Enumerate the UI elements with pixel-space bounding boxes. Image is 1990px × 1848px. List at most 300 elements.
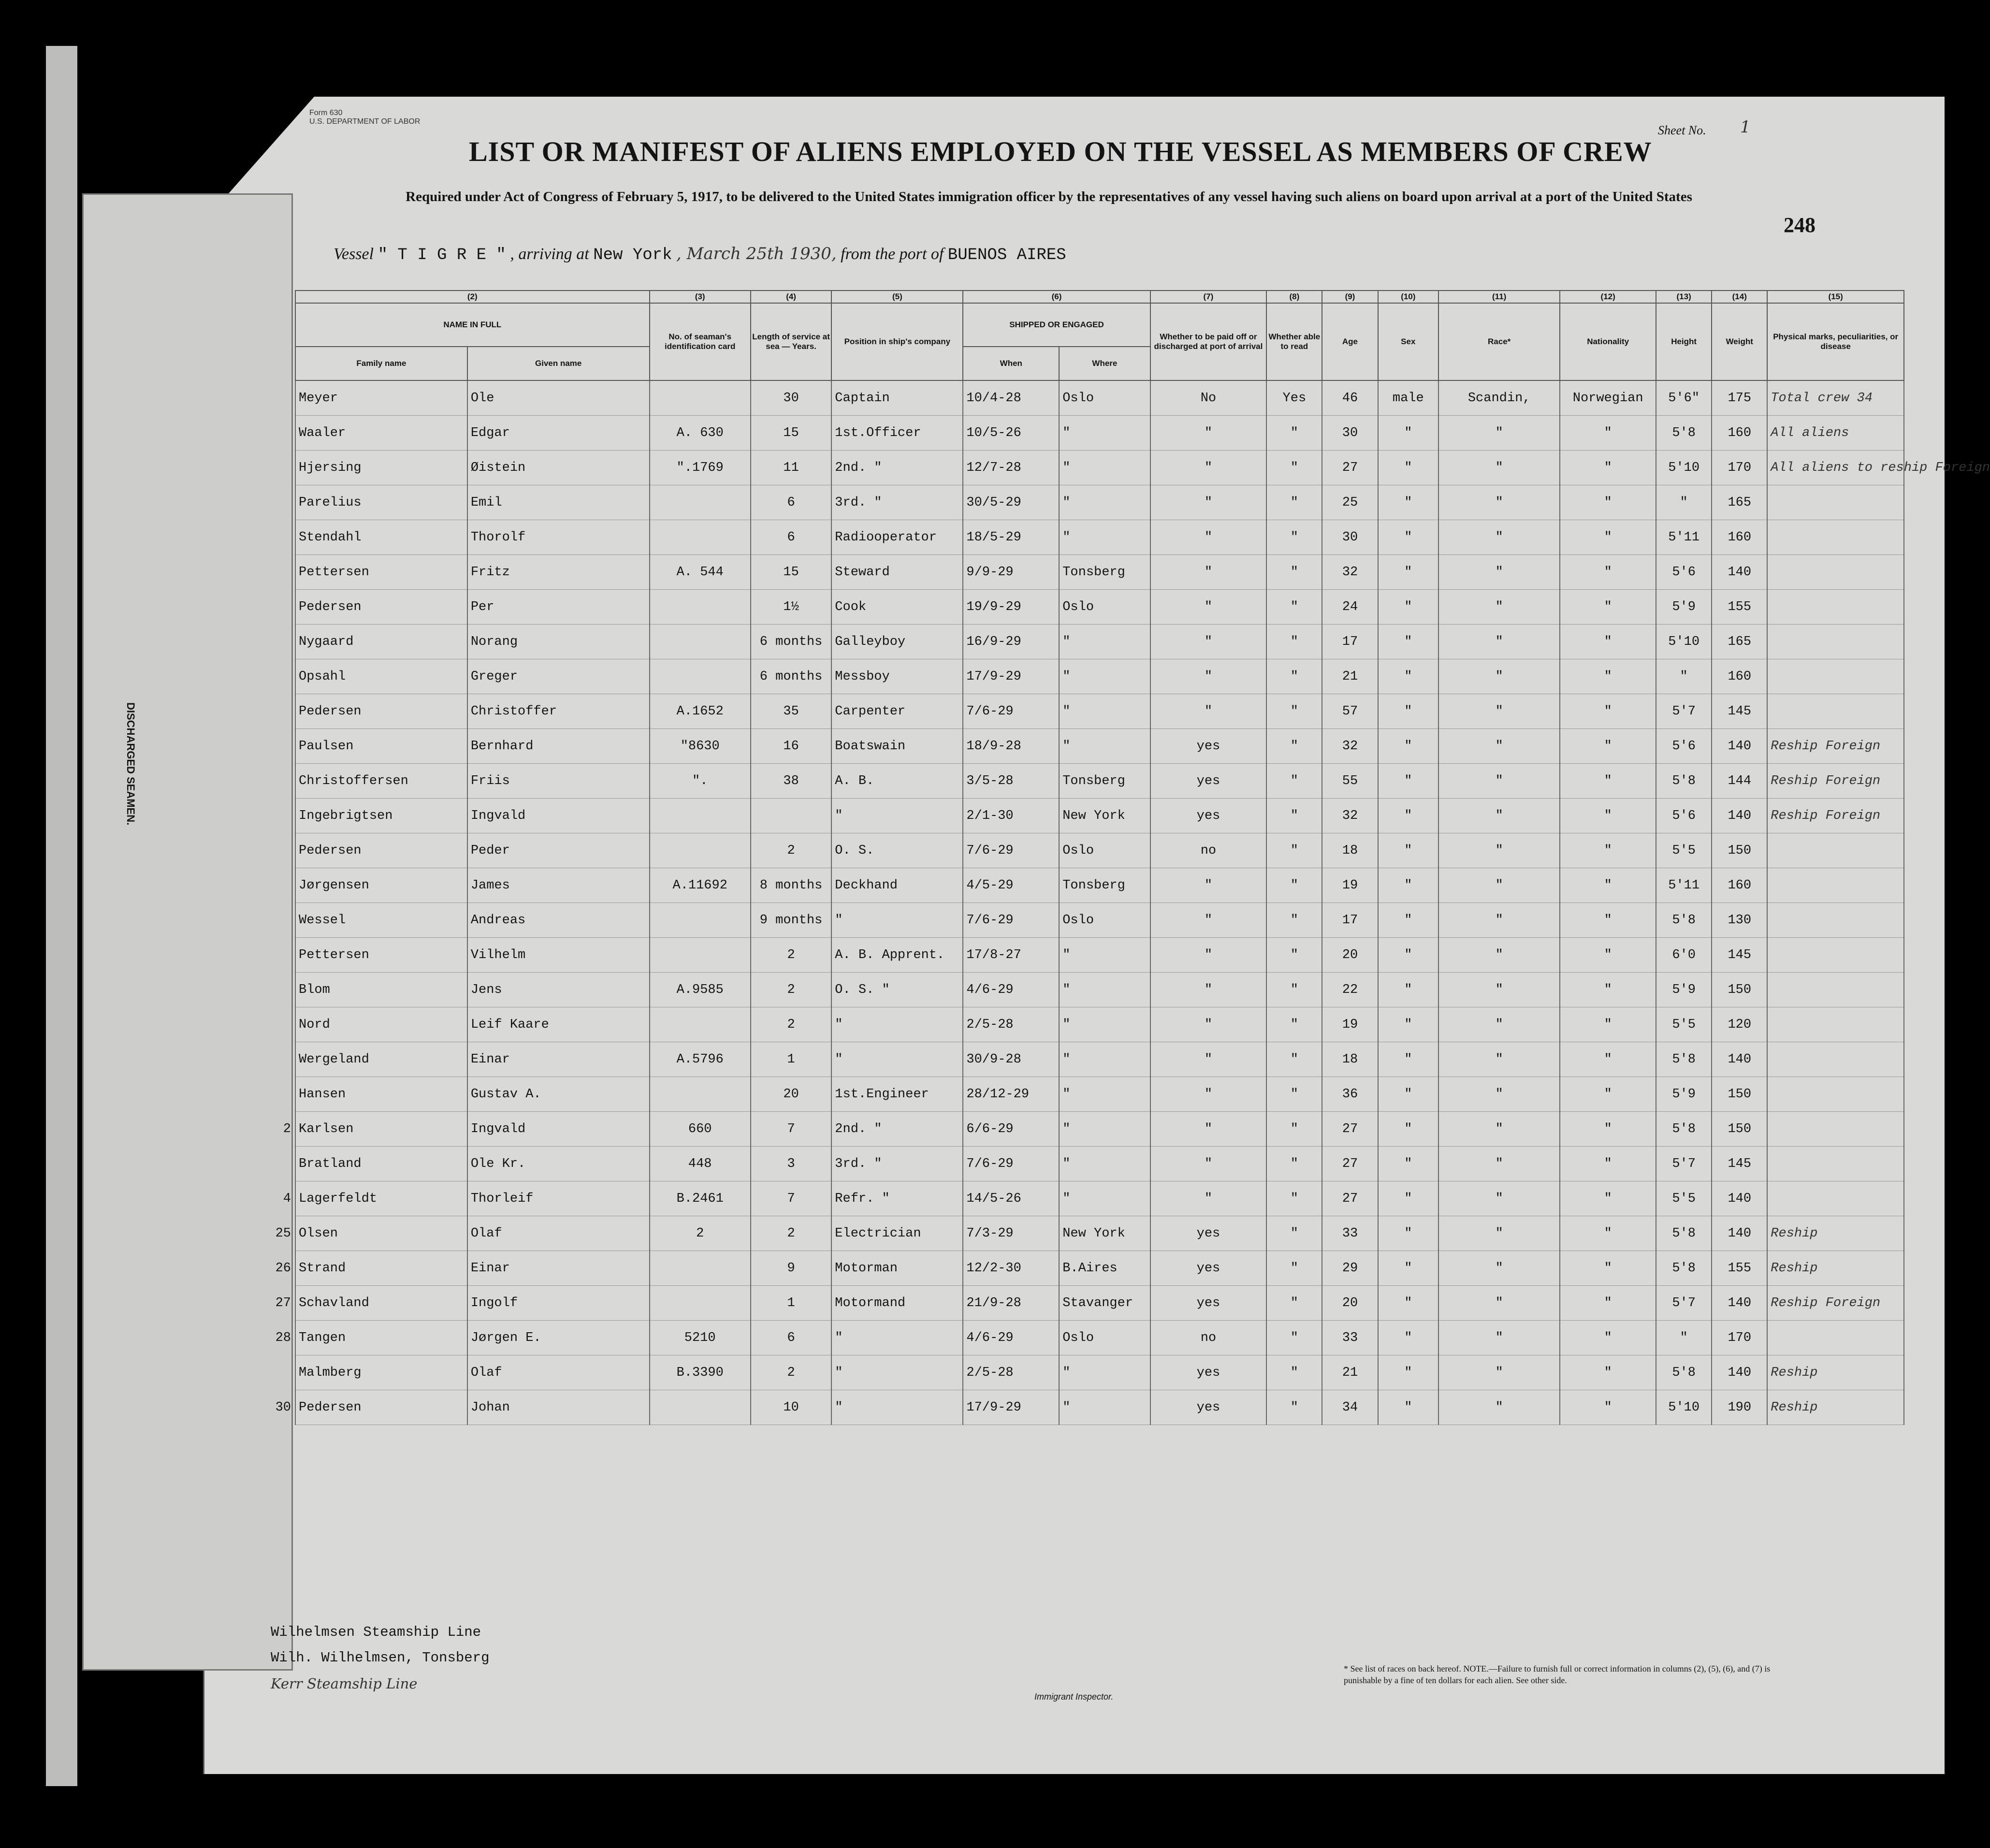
id-card-cell: ".1769	[650, 451, 751, 485]
footnote: * See list of races on back hereof. NOTE.—Failure to furnish full or correct information in columns (2), (5), (6), and (7) is punishable by a fine of ten dollars for each alien. See other side.	[1344, 1664, 1771, 1685]
able-read-cell: "	[1266, 1077, 1322, 1112]
position-cell: 2nd. "	[831, 1112, 963, 1147]
weight-cell: 150	[1712, 1112, 1767, 1147]
paid-off-cell: yes	[1150, 1286, 1267, 1321]
id-card-cell	[650, 1390, 751, 1425]
nationality-cell: "	[1560, 833, 1656, 868]
table-row	[295, 1286, 1904, 1321]
able-read-cell: "	[1266, 1112, 1322, 1147]
shipped-when-cell: 3/5-28	[963, 764, 1059, 799]
nationality-cell: "	[1560, 729, 1656, 764]
table-row	[295, 1251, 1904, 1286]
row-number: 26	[275, 1261, 291, 1276]
shipped-where-cell: Oslo	[1059, 833, 1150, 868]
nationality-cell: "	[1560, 694, 1656, 729]
sex-cell: "	[1378, 1077, 1439, 1112]
position-cell: "	[831, 903, 963, 938]
service-years-cell: 6 months	[751, 625, 831, 659]
position-cell: A. B. Apprent.	[831, 938, 963, 973]
sheet-number: 1	[1740, 117, 1751, 137]
family-name-cell: Pettersen	[295, 555, 467, 590]
marks-cell	[1767, 1042, 1904, 1077]
sex-cell: "	[1378, 1007, 1439, 1042]
paid-off-cell: "	[1150, 1147, 1267, 1181]
shipped-when-cell: 16/9-29	[963, 625, 1059, 659]
sex-cell: "	[1378, 973, 1439, 1007]
shipped-where-cell: "	[1059, 451, 1150, 485]
paid-off-cell: yes	[1150, 764, 1267, 799]
id-card-cell: A.5796	[650, 1042, 751, 1077]
able-read-cell: "	[1266, 625, 1322, 659]
position-cell: Deckhand	[831, 868, 963, 903]
arrival-date: , March 25th 1930,	[676, 244, 837, 263]
race-cell: "	[1438, 1286, 1560, 1321]
table-row	[295, 659, 1904, 694]
marks-cell: Reship	[1767, 1216, 1904, 1251]
table-row	[295, 1216, 1904, 1251]
weight-cell: 145	[1712, 938, 1767, 973]
able-read-cell: "	[1266, 590, 1322, 625]
race-cell: "	[1438, 1147, 1560, 1181]
family-name-cell: Wessel	[295, 903, 467, 938]
weight-cell: 140	[1712, 555, 1767, 590]
marks-cell	[1767, 555, 1904, 590]
nationality-cell: "	[1560, 1181, 1656, 1216]
service-years-cell: 15	[751, 555, 831, 590]
nationality-cell: "	[1560, 1286, 1656, 1321]
position-cell: "	[831, 1007, 963, 1042]
able-read-cell: "	[1266, 1286, 1322, 1321]
height-cell: 5'10	[1656, 451, 1712, 485]
able-read-cell: "	[1266, 1216, 1322, 1251]
given-name-cell: Thorleif	[467, 1181, 650, 1216]
shipped-where-cell: "	[1059, 1181, 1150, 1216]
paid-off-cell: yes	[1150, 729, 1267, 764]
family-name-cell: 30 Pedersen	[295, 1390, 467, 1425]
service-years-cell: 6	[751, 485, 831, 520]
weight-cell: 140	[1712, 1355, 1767, 1390]
vessel-name: " T I G R E "	[378, 246, 506, 264]
weight-cell: 160	[1712, 868, 1767, 903]
race-cell: "	[1438, 903, 1560, 938]
family-name-cell: Parelius	[295, 485, 467, 520]
sex-cell: "	[1378, 799, 1439, 833]
id-card-cell	[650, 625, 751, 659]
age-cell: 34	[1322, 1390, 1378, 1425]
paid-off-cell: "	[1150, 903, 1267, 938]
given-name-cell: James	[467, 868, 650, 903]
marks-cell	[1767, 590, 1904, 625]
shipped-when-cell: 7/3-29	[963, 1216, 1059, 1251]
table-row	[295, 729, 1904, 764]
nationality-cell: "	[1560, 1355, 1656, 1390]
shipped-where-cell: "	[1059, 1007, 1150, 1042]
id-card-cell	[650, 938, 751, 973]
given-name-cell: Einar	[467, 1251, 650, 1286]
shipped-when-cell: 4/6-29	[963, 1321, 1059, 1355]
given-name-cell: Øistein	[467, 451, 650, 485]
service-years-cell	[751, 799, 831, 833]
weight-cell: 145	[1712, 694, 1767, 729]
height-cell: 5'5	[1656, 833, 1712, 868]
weight-cell: 170	[1712, 1321, 1767, 1355]
position-cell: 1st.Engineer	[831, 1077, 963, 1112]
nationality-cell: "	[1560, 764, 1656, 799]
weight-cell: 140	[1712, 1216, 1767, 1251]
column-numbers-row: (2) (3) (4) (5) (6) (7) (8) (9) (10) (11) (12) (13) (14) (15)	[295, 291, 1904, 303]
race-cell: "	[1438, 764, 1560, 799]
family-name-cell: Hjersing	[295, 451, 467, 485]
position-cell: Steward	[831, 555, 963, 590]
sex-cell: "	[1378, 729, 1439, 764]
id-card-cell: B.2461	[650, 1181, 751, 1216]
sex-cell: "	[1378, 520, 1439, 555]
race-cell: "	[1438, 1042, 1560, 1077]
height-cell: "	[1656, 659, 1712, 694]
id-card-cell: "8630	[650, 729, 751, 764]
id-card-cell: 660	[650, 1112, 751, 1147]
given-name-cell: Gustav A.	[467, 1077, 650, 1112]
able-read-cell: "	[1266, 973, 1322, 1007]
table-row	[295, 1042, 1904, 1077]
family-name-cell: Jørgensen	[295, 868, 467, 903]
paid-off-cell: "	[1150, 938, 1267, 973]
shipped-where-cell: "	[1059, 938, 1150, 973]
age-cell: 24	[1322, 590, 1378, 625]
position-cell: "	[831, 1390, 963, 1425]
nationality-cell: "	[1560, 1042, 1656, 1077]
given-name-cell: Bernhard	[467, 729, 650, 764]
height-cell: 5'7	[1656, 694, 1712, 729]
height-cell: 5'10	[1656, 1390, 1712, 1425]
position-cell: Refr. "	[831, 1181, 963, 1216]
table-row	[295, 555, 1904, 590]
family-name-cell: Pedersen	[295, 590, 467, 625]
position-cell: 3rd. "	[831, 1147, 963, 1181]
position-cell: "	[831, 799, 963, 833]
height-cell: 5'9	[1656, 1077, 1712, 1112]
service-years-cell: 2	[751, 1007, 831, 1042]
shipped-where-cell: Tonsberg	[1059, 764, 1150, 799]
service-years-cell: 30	[751, 380, 831, 416]
service-years-cell: 10	[751, 1390, 831, 1425]
shipped-where-cell: Stavanger	[1059, 1286, 1150, 1321]
shipped-when-cell: 10/4-28	[963, 380, 1059, 416]
row-number: 27	[275, 1295, 291, 1310]
height-cell: 5'8	[1656, 1251, 1712, 1286]
height-cell: 5'6	[1656, 729, 1712, 764]
footer	[271, 1624, 489, 1692]
weight-cell: 140	[1712, 1286, 1767, 1321]
row-number: 2	[283, 1121, 291, 1136]
race-cell: "	[1438, 590, 1560, 625]
table-row	[295, 451, 1904, 485]
height-cell: 5'6"	[1656, 380, 1712, 416]
weight-cell: 175	[1712, 380, 1767, 416]
age-cell: 33	[1322, 1216, 1378, 1251]
position-cell: "	[831, 1042, 963, 1077]
paid-off-cell: "	[1150, 416, 1267, 451]
paid-off-cell: "	[1150, 590, 1267, 625]
sex-cell: "	[1378, 1390, 1439, 1425]
discharged-seamen-stub	[82, 193, 293, 1671]
able-read-cell: "	[1266, 1251, 1322, 1286]
paid-off-cell: "	[1150, 555, 1267, 590]
height-cell: 5'8	[1656, 416, 1712, 451]
sex-cell: male	[1378, 380, 1439, 416]
race-cell: "	[1438, 1216, 1560, 1251]
family-name-cell: 28 Tangen	[295, 1321, 467, 1355]
service-years-cell: 1½	[751, 590, 831, 625]
marks-cell: Reship Foreign	[1767, 799, 1904, 833]
marks-cell	[1767, 973, 1904, 1007]
position-cell: Messboy	[831, 659, 963, 694]
weight-cell: 145	[1712, 1147, 1767, 1181]
table-row	[295, 1390, 1904, 1425]
table-row	[295, 833, 1904, 868]
owners: Wilh. Wilhelmsen, Tonsberg	[271, 1650, 490, 1666]
arrival-port: New York	[593, 246, 672, 264]
shipped-when-cell: 7/6-29	[963, 833, 1059, 868]
id-card-cell: A.1652	[650, 694, 751, 729]
paid-off-cell: No	[1150, 380, 1267, 416]
position-cell: Motorman	[831, 1251, 963, 1286]
family-name-cell: Meyer	[295, 380, 467, 416]
service-years-cell: 11	[751, 451, 831, 485]
family-name-cell: Bratland	[295, 1147, 467, 1181]
table-row	[295, 1077, 1904, 1112]
age-cell: 36	[1322, 1077, 1378, 1112]
able-read-cell: "	[1266, 833, 1322, 868]
nationality-cell: "	[1560, 868, 1656, 903]
paid-off-cell: yes	[1150, 1216, 1267, 1251]
position-cell: Boatswain	[831, 729, 963, 764]
form-number: Form 630 U.S. DEPARTMENT OF LABOR	[309, 109, 421, 126]
weight-cell: 190	[1712, 1390, 1767, 1425]
sex-cell: "	[1378, 1355, 1439, 1390]
race-cell: "	[1438, 416, 1560, 451]
sex-cell: "	[1378, 590, 1439, 625]
nationality-cell: "	[1560, 451, 1656, 485]
nationality-cell: "	[1560, 520, 1656, 555]
age-cell: 27	[1322, 1181, 1378, 1216]
height-cell: 5'8	[1656, 764, 1712, 799]
sex-cell: "	[1378, 625, 1439, 659]
marks-cell	[1767, 1077, 1904, 1112]
able-read-cell: "	[1266, 1042, 1322, 1077]
able-read-cell: "	[1266, 416, 1322, 451]
marks-cell	[1767, 1112, 1904, 1147]
service-years-cell: 8 months	[751, 868, 831, 903]
given-name-cell: Peder	[467, 833, 650, 868]
nationality-cell: Norwegian	[1560, 380, 1656, 416]
shipped-when-cell: 21/9-28	[963, 1286, 1059, 1321]
family-name-cell: 25 Olsen	[295, 1216, 467, 1251]
id-card-cell	[650, 590, 751, 625]
sex-cell: "	[1378, 1042, 1439, 1077]
shipped-when-cell: 28/12-29	[963, 1077, 1059, 1112]
family-name-cell: Paulsen	[295, 729, 467, 764]
family-name-cell: Ingebrigtsen	[295, 799, 467, 833]
race-cell: "	[1438, 520, 1560, 555]
height-cell: 5'6	[1656, 799, 1712, 833]
height-cell: 5'8	[1656, 903, 1712, 938]
race-cell: "	[1438, 625, 1560, 659]
nationality-cell: "	[1560, 659, 1656, 694]
family-name-cell: Waaler	[295, 416, 467, 451]
given-name-cell: Ingolf	[467, 1286, 650, 1321]
paid-off-cell: "	[1150, 625, 1267, 659]
paid-off-cell: "	[1150, 973, 1267, 1007]
marks-cell	[1767, 903, 1904, 938]
nationality-cell: "	[1560, 1216, 1656, 1251]
row-number: 25	[275, 1226, 291, 1241]
marks-cell: Reship	[1767, 1355, 1904, 1390]
age-cell: 21	[1322, 1355, 1378, 1390]
weight-cell: 140	[1712, 1181, 1767, 1216]
height-cell: "	[1656, 1321, 1712, 1355]
height-cell: "	[1656, 485, 1712, 520]
able-read-cell: "	[1266, 555, 1322, 590]
id-card-cell: B.3390	[650, 1355, 751, 1390]
able-read-cell: "	[1266, 451, 1322, 485]
age-cell: 46	[1322, 380, 1378, 416]
nationality-cell: "	[1560, 1112, 1656, 1147]
height-cell: 5'7	[1656, 1286, 1712, 1321]
shipped-when-cell: 10/5-26	[963, 416, 1059, 451]
id-card-cell	[650, 833, 751, 868]
family-name-cell: Christoffersen	[295, 764, 467, 799]
weight-cell: 170	[1712, 451, 1767, 485]
weight-cell: 150	[1712, 1077, 1767, 1112]
given-name-cell: Ingvald	[467, 1112, 650, 1147]
shipped-where-cell: Tonsberg	[1059, 555, 1150, 590]
sheet-label: Sheet No.	[1658, 123, 1706, 137]
shipped-where-cell: "	[1059, 625, 1150, 659]
paid-off-cell: "	[1150, 1077, 1267, 1112]
given-name-cell: Christoffer	[467, 694, 650, 729]
age-cell: 19	[1322, 1007, 1378, 1042]
id-card-cell: A.11692	[650, 868, 751, 903]
sex-cell: "	[1378, 833, 1439, 868]
height-cell: 5'10	[1656, 625, 1712, 659]
position-cell: Captain	[831, 380, 963, 416]
shipped-when-cell: 30/9-28	[963, 1042, 1059, 1077]
id-card-cell: ".	[650, 764, 751, 799]
id-card-cell: A. 630	[650, 416, 751, 451]
age-cell: 29	[1322, 1251, 1378, 1286]
age-cell: 32	[1322, 729, 1378, 764]
table-row	[295, 625, 1904, 659]
row-number: 28	[275, 1330, 291, 1345]
age-cell: 17	[1322, 903, 1378, 938]
race-cell: "	[1438, 868, 1560, 903]
header-row: NAME IN FULL No. of seaman's identification card Length of service at sea — Years. Position in ship's company SHIPPED OR ENGAGED Whether to be paid off or discharged at port of arrival Whether able to read Age Sex Race* Nationality Height Weight Physical marks, peculiarities, or disease	[295, 303, 1904, 347]
family-name-cell: Pettersen	[295, 938, 467, 973]
id-card-cell: 2	[650, 1216, 751, 1251]
height-cell: 6'0	[1656, 938, 1712, 973]
table-row	[295, 799, 1904, 833]
race-cell: "	[1438, 1007, 1560, 1042]
weight-cell: 144	[1712, 764, 1767, 799]
weight-cell: 130	[1712, 903, 1767, 938]
height-cell: 5'8	[1656, 1216, 1712, 1251]
given-name-cell: Norang	[467, 625, 650, 659]
paid-off-cell: "	[1150, 451, 1267, 485]
steamship-line: Wilhelmsen Steamship Line	[271, 1624, 481, 1640]
position-cell: 1st.Officer	[831, 416, 963, 451]
age-cell: 25	[1322, 485, 1378, 520]
shipped-where-cell: "	[1059, 416, 1150, 451]
id-card-cell	[650, 1007, 751, 1042]
age-cell: 57	[1322, 694, 1378, 729]
paid-off-cell: no	[1150, 1321, 1267, 1355]
sex-cell: "	[1378, 1147, 1439, 1181]
marks-cell: Reship	[1767, 1390, 1904, 1425]
id-card-cell	[650, 485, 751, 520]
given-name-cell: Edgar	[467, 416, 650, 451]
table-row	[295, 590, 1904, 625]
shipped-when-cell: 17/9-29	[963, 1390, 1059, 1425]
given-name-cell: Ingvald	[467, 799, 650, 833]
sex-cell: "	[1378, 1181, 1439, 1216]
sex-cell: "	[1378, 694, 1439, 729]
id-card-cell: 448	[650, 1147, 751, 1181]
row-number: 30	[275, 1400, 291, 1415]
race-cell: "	[1438, 1321, 1560, 1355]
shipped-where-cell: "	[1059, 1077, 1150, 1112]
able-read-cell: "	[1266, 729, 1322, 764]
age-cell: 55	[1322, 764, 1378, 799]
family-name-cell: 26 Strand	[295, 1251, 467, 1286]
height-cell: 5'11	[1656, 868, 1712, 903]
given-name-cell: Johan	[467, 1390, 650, 1425]
paid-off-cell: "	[1150, 1181, 1267, 1216]
weight-cell: 155	[1712, 590, 1767, 625]
page-title: LIST OR MANIFEST OF ALIENS EMPLOYED ON THE VESSEL AS MEMBERS OF CREW	[469, 136, 1652, 167]
shipped-when-cell: 7/6-29	[963, 903, 1059, 938]
nationality-cell: "	[1560, 973, 1656, 1007]
position-cell: Radiooperator	[831, 520, 963, 555]
position-cell: Carpenter	[831, 694, 963, 729]
id-card-cell	[650, 1286, 751, 1321]
table-row	[295, 485, 1904, 520]
paid-off-cell: "	[1150, 1042, 1267, 1077]
vessel-line: Vessel " T I G R E " , arriving at New York , March 25th 1930, from the port of BUENOS AIRES	[334, 244, 1066, 264]
service-years-cell: 35	[751, 694, 831, 729]
sex-cell: "	[1378, 659, 1439, 694]
nationality-cell: "	[1560, 625, 1656, 659]
marks-cell	[1767, 520, 1904, 555]
sex-cell: "	[1378, 1112, 1439, 1147]
nationality-cell: "	[1560, 1007, 1656, 1042]
nationality-cell: "	[1560, 1321, 1656, 1355]
sex-cell: "	[1378, 938, 1439, 973]
nationality-cell: "	[1560, 903, 1656, 938]
shipped-when-cell: 14/5-26	[963, 1181, 1059, 1216]
age-cell: 33	[1322, 1321, 1378, 1355]
nationality-cell: "	[1560, 1077, 1656, 1112]
height-cell: 5'9	[1656, 973, 1712, 1007]
table-row	[295, 1147, 1904, 1181]
service-years-cell: 20	[751, 1077, 831, 1112]
shipped-when-cell: 2/5-28	[963, 1007, 1059, 1042]
race-cell: "	[1438, 729, 1560, 764]
table-row	[295, 1181, 1904, 1216]
paid-off-cell: "	[1150, 1112, 1267, 1147]
inspector-label: Immigrant Inspector.	[1034, 1692, 1114, 1702]
local-agents: Kerr Steamship Line	[271, 1675, 418, 1692]
